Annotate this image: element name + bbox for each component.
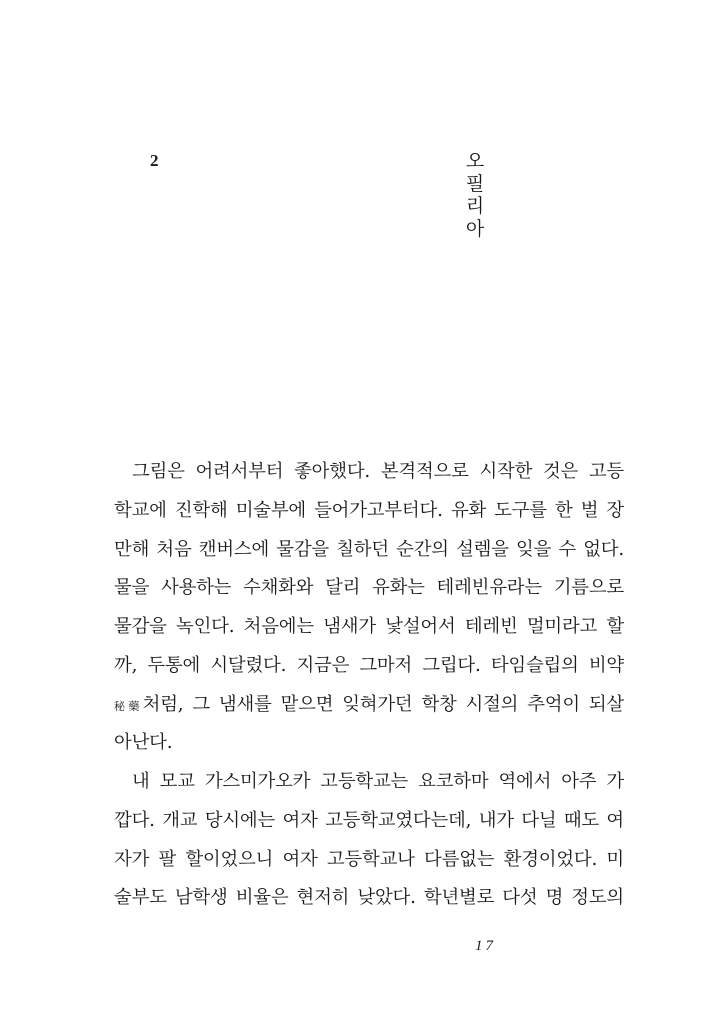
chapter-number: 2: [150, 151, 159, 170]
chapter-title-char: 필: [465, 172, 485, 195]
text-line: 물을 사용하는 수채화와 달리 유화는 테레빈유라는 기름으로: [114, 577, 624, 599]
text-line: 물감을 녹인다. 처음에는 냄새가 낯설어서 테레빈 멀미라고 할: [114, 616, 624, 637]
chapter-title-char: 아: [465, 217, 485, 240]
chapter-title-char: 리: [465, 195, 485, 217]
text-line: 술부도 남학생 비율은 현저히 낮았다. 학년별로 다섯 명 정도의: [114, 887, 624, 909]
text-line: 그림은 어려서부터 좋아했다. 본격적으로 시작한 것은 고등: [132, 461, 624, 482]
chapter-title-char: 오: [465, 150, 485, 172]
hanja-annotation: 秘藥: [114, 699, 143, 713]
text-line: 학교에 진학해 미술부에 들어가고부터다. 유화 도구를 한 벌 장: [114, 499, 624, 521]
text-line: 처럼, 그 냄새를 맡으면 잊혀가던 학창 시절의 추억이 되살: [142, 693, 624, 715]
text-line: 아난다.: [114, 732, 173, 754]
text-line: 까, 두통에 시달렸다. 지금은 그마저 그립다. 타임슬립의 비약: [114, 654, 624, 676]
body-text: [114, 453, 624, 918]
text-line-with-hanja: [114, 686, 624, 725]
text-line: 만해 처음 캔버스에 물감을 칠하던 순간의 설렘을 잊을 수 없다.: [114, 538, 624, 560]
chapter-title: [462, 150, 488, 240]
page-number: 17: [475, 938, 496, 954]
text-line: 자가 팔 할이었으니 여자 고등학교나 다름없는 환경이었다. 미: [114, 848, 624, 870]
text-line: 내 모교 가스미가오카 고등학교는 요코하마 역에서 아주 가: [132, 771, 624, 792]
text-line: 깝다. 개교 당시에는 여자 고등학교였다는데, 내가 다닐 때도 여: [114, 809, 624, 831]
